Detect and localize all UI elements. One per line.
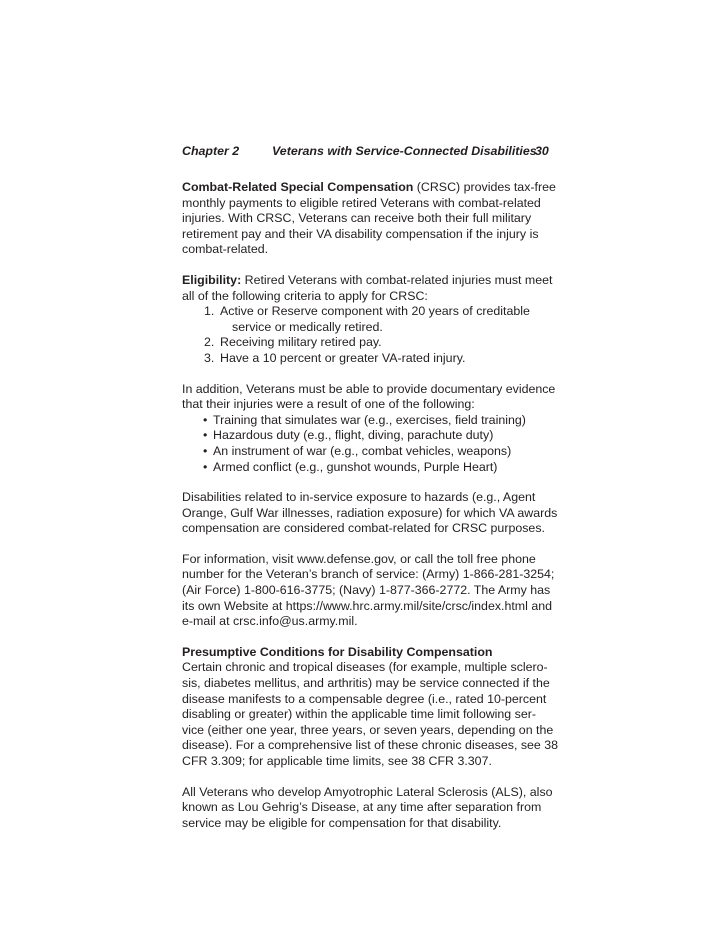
hazards-paragraph	[182, 490, 558, 537]
text-line: Certain chronic and tropical diseases (for example, multiple sclero-	[182, 660, 548, 675]
text-fragment: (CRSC) provides tax-free	[413, 180, 556, 194]
text-line: CFR 3.309; for applicable time limits, see 38 CFR 3.307.	[182, 754, 492, 768]
text-line: service may be eligible for compensation for that disability.	[182, 815, 502, 830]
text-line: that their injuries were a result of one of the following:	[182, 397, 475, 412]
chapter-title: Veterans with Service-Connected Disabilities	[272, 144, 537, 158]
bullet-icon: •	[203, 459, 208, 474]
text-line: disease). For a comprehensive list of these chronic diseases, see 38	[182, 738, 559, 753]
text-line: Active or Reserve component with 20 years of creditable	[220, 304, 530, 319]
crsc-term: Combat-Related Special Compensation	[182, 180, 414, 194]
text-line: its own Website at https://www.hrc.army.mil/site/crsc/index.html and	[182, 598, 552, 613]
text-line: known as Lou Gehrig’s Disease, at any time after separation from	[182, 800, 542, 815]
bullet-icon: •	[203, 443, 208, 458]
text-line: e-mail at crsc.info@us.army.mil.	[182, 614, 358, 629]
text-line: Receiving military retired pay.	[220, 335, 382, 350]
document-page	[182, 144, 559, 846]
text-line	[182, 180, 556, 196]
list-number: 3.	[204, 350, 215, 365]
list-item	[182, 413, 544, 429]
text-line: disabling or greater) within the applicable time limit following ser-	[182, 707, 536, 722]
list-number: 1.	[204, 304, 215, 319]
text-line: all of the following criteria to apply for CRSC:	[182, 288, 428, 303]
text-line	[182, 272, 553, 289]
list-item-text: Training that simulates war (e.g., exercises, field training)	[213, 412, 526, 427]
evidence-paragraph	[182, 381, 556, 413]
presumptive-paragraph	[182, 644, 559, 770]
text-line: vice (either one year, three years, or seven years, depending on the	[182, 722, 554, 737]
bullet-icon: •	[203, 428, 208, 443]
text-line: For information, visit www.defense.gov, or call the toll free phone	[182, 551, 536, 566]
text-line: In addition, Veterans must be able to provide documentary evidence	[182, 381, 556, 396]
running-head	[182, 144, 549, 160]
list-number: 2.	[204, 335, 215, 350]
text-line: Disabilities related to in-service exposure to hazards (e.g., Agent	[182, 490, 536, 505]
evidence-bullet-list	[182, 413, 544, 475]
contact-paragraph	[182, 551, 555, 630]
list-item	[182, 428, 544, 444]
text-line: Have a 10 percent or greater VA-rated injury.	[220, 350, 466, 365]
text-line: monthly payments to eligible retired Veterans with combat-related	[182, 195, 541, 210]
text-line: retirement pay and their VA disability compensation if the injury is	[182, 226, 539, 241]
als-paragraph	[182, 784, 553, 832]
text-line: number for the Veteran’s branch of service: (Army) 1-866-281-3254;	[182, 567, 555, 582]
list-item-text: Armed conflict (e.g., gunshot wounds, Purple Heart)	[213, 459, 498, 474]
text-fragment: Retired Veterans with combat-related injuries must meet	[241, 272, 553, 287]
list-item	[182, 444, 544, 460]
list-item	[182, 304, 544, 335]
text-line: injuries. With CRSC, Veterans can receive both their full military	[182, 211, 532, 226]
text-line: combat-related.	[182, 242, 269, 257]
chapter-label: Chapter 2	[182, 144, 240, 158]
list-item-text: An instrument of war (e.g., combat vehicles, weapons)	[213, 443, 512, 458]
text-line: (Air Force) 1-800-616-3775; (Navy) 1-877-366-2772. The Army has	[182, 583, 551, 598]
crsc-paragraph	[182, 180, 556, 258]
text-line: disease manifests to a compensable degree (i.e., rated 10-percent	[182, 691, 547, 706]
text-line: sis, diabetes mellitus, and arthritis) may be service connected if the	[182, 676, 550, 691]
bullet-icon: •	[203, 412, 208, 427]
section-heading: Presumptive Conditions for Disability Compensation	[182, 644, 493, 659]
list-item-text: Hazardous duty (e.g., flight, diving, parachute duty)	[213, 428, 494, 443]
text-line: All Veterans who develop Amyotrophic Lateral Sclerosis (ALS), also	[182, 784, 553, 799]
eligibility-criteria-list	[182, 304, 544, 366]
text-line: Orange, Gulf War illnesses, radiation exposure) for which VA awards	[182, 505, 558, 520]
page-number: 30	[535, 144, 549, 158]
list-item	[182, 460, 544, 476]
list-item	[182, 335, 544, 351]
eligibility-paragraph	[182, 272, 553, 304]
list-item	[182, 351, 544, 367]
eligibility-term: Eligibility:	[182, 272, 242, 287]
text-line: compensation are considered combat-related for CRSC purposes.	[182, 521, 545, 536]
text-line: service or medically retired.	[232, 319, 383, 334]
